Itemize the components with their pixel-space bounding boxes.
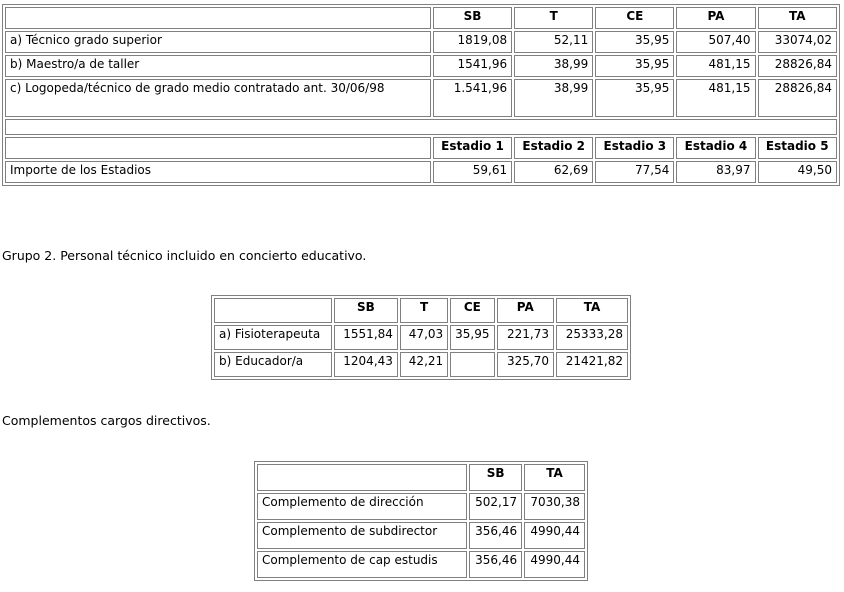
header-cell	[214, 298, 332, 323]
header-cell: SB	[469, 464, 522, 491]
cell-ta: 4990,44	[524, 522, 585, 549]
cell-pa: 325,70	[497, 352, 555, 377]
cell-sb: 1.541,96	[433, 79, 512, 117]
cell-sb: 502,17	[469, 493, 522, 520]
cell-ta: 28826,84	[758, 79, 837, 117]
header-cell: Estadio 5	[758, 137, 837, 159]
table-row	[5, 79, 837, 117]
cell-sb: 1204,43	[334, 352, 398, 377]
cell-sb: 356,46	[469, 522, 522, 549]
table-row	[257, 493, 585, 520]
cell-ce: 35,95	[595, 55, 674, 77]
cell-ta: 4990,44	[524, 551, 585, 578]
header-cell: TA	[758, 7, 837, 29]
salary-table-group-1	[2, 4, 840, 186]
cell-sb: 1541,96	[433, 55, 512, 77]
cell-stage-5: 49,50	[758, 161, 837, 183]
header-cell: Estadio 2	[514, 137, 593, 159]
cell-stage-4: 83,97	[676, 161, 755, 183]
cell-ce	[450, 352, 494, 377]
header-cell: Estadio 1	[433, 137, 512, 159]
cell-pa: 481,15	[676, 79, 755, 117]
row-label: b) Educador/a	[214, 352, 332, 377]
empty-cell	[5, 119, 837, 135]
cell-ta: 7030,38	[524, 493, 585, 520]
table-row	[5, 161, 837, 183]
header-cell: Estadio 3	[595, 137, 674, 159]
row-label: Importe de los Estadios	[5, 161, 431, 183]
cell-t: 38,99	[514, 79, 593, 117]
header-cell: T	[400, 298, 448, 323]
cell-ce: 35,95	[595, 79, 674, 117]
header-cell	[5, 137, 431, 159]
cell-ce: 35,95	[450, 325, 494, 350]
cell-t: 52,11	[514, 31, 593, 53]
cell-ta: 28826,84	[758, 55, 837, 77]
cell-sb: 1551,84	[334, 325, 398, 350]
header-cell: Estadio 4	[676, 137, 755, 159]
header-cell: CE	[450, 298, 494, 323]
header-cell: PA	[497, 298, 555, 323]
section-caption-group-2: Grupo 2. Personal técnico incluido en concierto educativo.	[2, 248, 367, 263]
table-header-row	[214, 298, 628, 323]
salary-table-group-2	[211, 295, 631, 380]
cell-stage-3: 77,54	[595, 161, 674, 183]
cell-stage-1: 59,61	[433, 161, 512, 183]
table-spacer-row	[5, 119, 837, 135]
cell-sb: 1819,08	[433, 31, 512, 53]
table-row	[257, 551, 585, 578]
table-row	[257, 522, 585, 549]
table-header-row	[5, 7, 837, 29]
cell-pa: 481,15	[676, 55, 755, 77]
cell-ta: 21421,82	[556, 352, 628, 377]
table-header-row	[257, 464, 585, 491]
cell-t: 38,99	[514, 55, 593, 77]
cell-t: 47,03	[400, 325, 448, 350]
header-cell: SB	[433, 7, 512, 29]
header-cell: T	[514, 7, 593, 29]
row-label: b) Maestro/a de taller	[5, 55, 431, 77]
cell-ta: 25333,28	[556, 325, 628, 350]
header-cell: SB	[334, 298, 398, 323]
row-label: Complemento de dirección	[257, 493, 467, 520]
header-cell	[257, 464, 467, 491]
table-row	[5, 31, 837, 53]
header-cell: TA	[556, 298, 628, 323]
row-label: c) Logopeda/técnico de grado medio contratado ant. 30/06/98	[5, 79, 431, 117]
cell-ce: 35,95	[595, 31, 674, 53]
header-cell	[5, 7, 431, 29]
section-caption-directive-complements: Complementos cargos directivos.	[2, 413, 211, 428]
cell-t: 42,21	[400, 352, 448, 377]
cell-stage-2: 62,69	[514, 161, 593, 183]
header-cell: PA	[676, 7, 755, 29]
table-row	[214, 352, 628, 377]
cell-pa: 507,40	[676, 31, 755, 53]
cell-pa: 221,73	[497, 325, 555, 350]
row-label: Complemento de cap estudis	[257, 551, 467, 578]
cell-sb: 356,46	[469, 551, 522, 578]
header-cell: TA	[524, 464, 585, 491]
row-label: a) Fisioterapeuta	[214, 325, 332, 350]
header-cell: CE	[595, 7, 674, 29]
directive-complements-table	[254, 461, 588, 581]
row-label: Complemento de subdirector	[257, 522, 467, 549]
row-label: a) Técnico grado superior	[5, 31, 431, 53]
table-row	[214, 325, 628, 350]
stage-header-row	[5, 137, 837, 159]
cell-ta: 33074,02	[758, 31, 837, 53]
table-row	[5, 55, 837, 77]
